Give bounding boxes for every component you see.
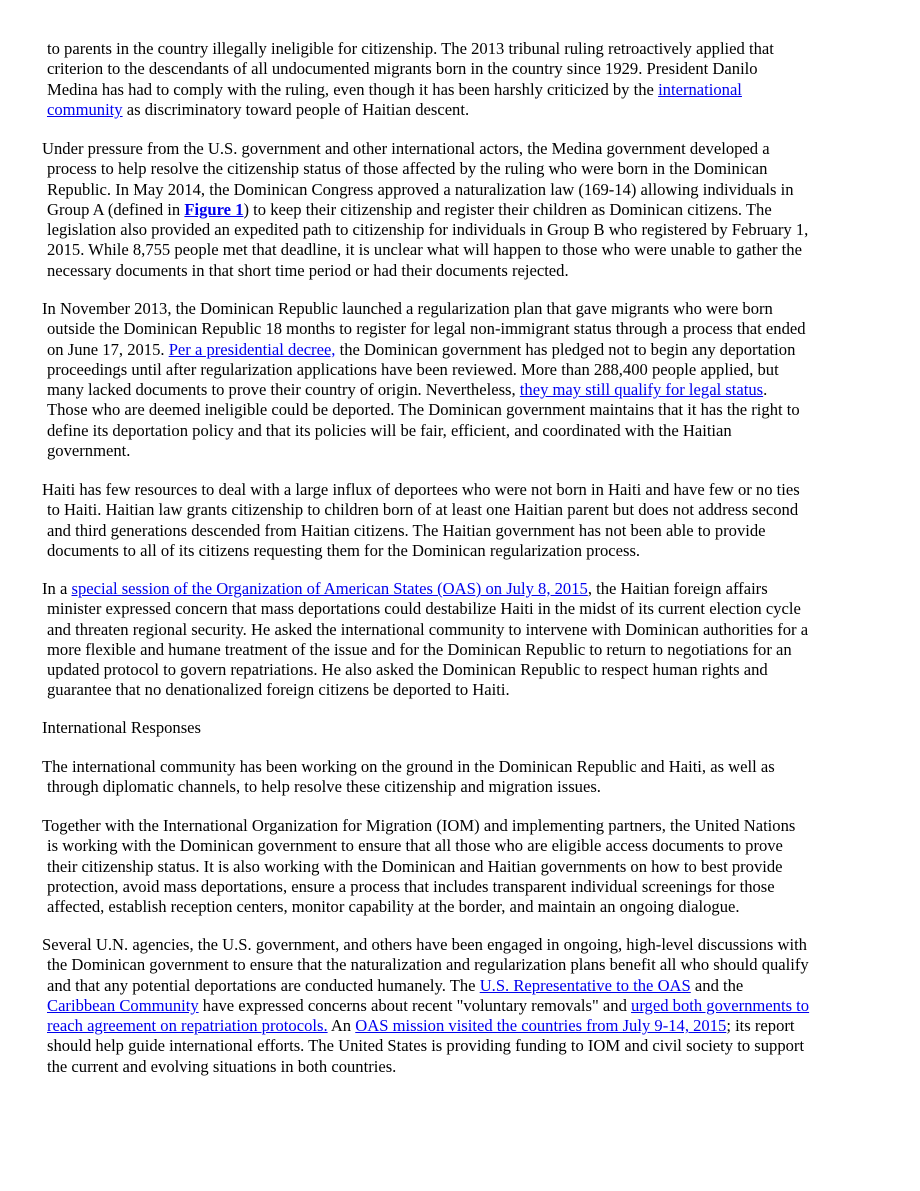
text-line xyxy=(42,935,882,955)
text-line xyxy=(42,541,882,561)
text-line xyxy=(42,718,882,738)
text-segment: In a xyxy=(42,579,72,598)
text-segment: An xyxy=(327,1016,356,1036)
text-segment: . xyxy=(763,380,768,400)
text-line xyxy=(42,380,882,400)
text-line xyxy=(42,421,882,441)
text-line xyxy=(42,500,882,520)
text-line xyxy=(42,579,882,599)
text-segment: and that any potential deportations are conducted humanely. The xyxy=(47,975,480,995)
text-line xyxy=(42,757,882,777)
text-line xyxy=(42,299,882,319)
text-segment: , the Haitian foreign affairs xyxy=(587,579,768,598)
text-segment: documents to all of its citizens requesting them for the Dominican regularization process. xyxy=(47,540,641,560)
text-segment: the Dominican government has pledged not to begin any deportation xyxy=(335,339,796,359)
inline-link[interactable]: urged both governments to xyxy=(631,995,810,1015)
paragraph-high-level-discussions xyxy=(42,935,882,1077)
text-line xyxy=(42,200,882,220)
text-segment: through diplomatic channels, to help resolve these citizenship and migration issues. xyxy=(47,777,601,797)
text-segment: have expressed concerns about recent "voluntary removals" and xyxy=(198,995,632,1015)
text-line xyxy=(42,599,882,619)
text-line xyxy=(42,521,882,541)
paragraph-naturalization-law xyxy=(42,139,882,281)
text-line xyxy=(42,100,882,120)
text-segment: criterion to the descendants of all undocumented migrants born in the country since 1929. President Danilo xyxy=(47,59,758,79)
text-line xyxy=(42,139,882,159)
text-segment: government. xyxy=(47,441,131,461)
text-segment: outside the Dominican Republic 18 months to register for legal non-immigrant status through a process that ended xyxy=(47,319,806,339)
text-segment: guarantee that no denationalized foreign citizens be deported to Haiti. xyxy=(47,680,510,700)
text-segment: many lacked documents to prove their country of origin. Nevertheless, xyxy=(47,380,520,400)
text-segment: proceedings until after regularization applications have been reviewed. More than 288,400 people applied, but xyxy=(47,359,779,379)
text-line xyxy=(42,996,882,1016)
text-segment: protection, avoid mass deportations, ensure a process that includes transparent individual screenings for those xyxy=(47,876,775,896)
text-segment: ) to keep their citizenship and register their children as Dominican citizens. The xyxy=(243,199,772,219)
text-line xyxy=(42,400,882,420)
text-segment: Republic. In May 2014, the Dominican Congress approved a naturalization law (169-14) allowing individuals in xyxy=(47,179,794,199)
text-segment: to Haiti. Haitian law grants citizenship to children born of at least one Haitian parent but does not address second xyxy=(47,500,799,520)
text-segment: International Responses xyxy=(42,718,201,737)
text-segment: process to help resolve the citizenship status of those affected by the ruling who were born in the Dominican xyxy=(47,159,768,179)
text-segment: Together with the International Organization for Migration (IOM) and implementing partners, the United Nations xyxy=(42,816,796,835)
inline-link[interactable]: Caribbean Community xyxy=(47,995,199,1015)
text-segment: In November 2013, the Dominican Republic launched a regularization plan that gave migrants who were born xyxy=(42,299,773,318)
text-line xyxy=(42,1036,882,1056)
text-line xyxy=(42,955,882,975)
text-segment: The international community has been working on the ground in the Dominican Republic and Haiti, as well as xyxy=(42,757,775,776)
text-line xyxy=(42,340,882,360)
inline-link[interactable]: Per a presidential decree, xyxy=(168,339,336,359)
text-line xyxy=(42,640,882,660)
text-line xyxy=(42,1057,882,1077)
text-line xyxy=(42,836,882,856)
text-segment: and threaten regional security. He asked the international community to intervene with Dominican authorities for a xyxy=(47,619,809,639)
paragraph-international-community xyxy=(42,757,882,798)
inline-link[interactable]: special session of the Organization of American States (OAS) on July 8, 2015 xyxy=(71,579,588,598)
inline-link[interactable]: community xyxy=(47,99,123,119)
text-segment: on June 17, 2015. xyxy=(47,339,169,359)
text-line xyxy=(42,80,882,100)
inline-link[interactable]: international xyxy=(658,79,742,99)
text-segment: the current and evolving situations in both countries. xyxy=(47,1056,397,1076)
text-line xyxy=(42,180,882,200)
text-line xyxy=(42,441,882,461)
text-segment: Haiti has few resources to deal with a large influx of deportees who were not born in Haiti and have few or no ties xyxy=(42,480,800,499)
inline-link[interactable]: OAS mission visited the countries from July 9-14, 2015 xyxy=(355,1016,727,1036)
text-line xyxy=(42,240,882,260)
text-segment: ; its report xyxy=(726,1016,795,1036)
text-line xyxy=(42,261,882,281)
text-line xyxy=(42,59,882,79)
text-line xyxy=(42,39,882,59)
text-segment: legislation also provided an expedited path to citizenship for individuals in Group B who registered by February 1, xyxy=(47,220,809,240)
text-segment: affected, establish reception centers, monitor capability at the border, and maintain an ongoing dialogue. xyxy=(47,897,740,917)
text-line xyxy=(42,159,882,179)
text-segment: Those who are deemed ineligible could be deported. The Dominican government maintains that it has the right to xyxy=(47,400,800,420)
text-line xyxy=(42,857,882,877)
text-segment: is working with the Dominican government to ensure that all those who are eligible access documents to prove xyxy=(47,836,783,856)
text-segment: more flexible and humane treatment of the issue and for the Dominican Republic to return to negotiations for an xyxy=(47,639,792,659)
text-line xyxy=(42,319,882,339)
paragraph-oas-special-session xyxy=(42,579,882,701)
text-line xyxy=(42,480,882,500)
text-line xyxy=(42,620,882,640)
paragraph-regularization-plan xyxy=(42,299,882,461)
inline-link[interactable] xyxy=(184,200,243,219)
text-segment: and the xyxy=(690,975,744,995)
section-heading-international-responses xyxy=(42,718,882,738)
text-line xyxy=(42,360,882,380)
text-segment: Medina has had to comply with the ruling, even though it has been harshly criticized by the xyxy=(47,79,659,99)
text-segment: Group A (defined in xyxy=(47,199,185,219)
text-segment: Under pressure from the U.S. government and other international actors, the Medina government developed a xyxy=(42,139,770,158)
text-line xyxy=(42,777,882,797)
text-segment: Several U.N. agencies, the U.S. government, and others have been engaged in ongoing, high-level discussions with xyxy=(42,935,807,954)
text-segment: as discriminatory toward people of Haitian descent. xyxy=(122,99,470,119)
text-segment: should help guide international efforts. The United States is providing funding to IOM and civil society to support xyxy=(47,1036,805,1056)
paragraph-united-nations-iom xyxy=(42,816,882,917)
text-line xyxy=(42,1016,882,1036)
text-line xyxy=(42,816,882,836)
text-segment: to parents in the country illegally ineligible for citizenship. The 2013 tribunal ruling retroactively applied that xyxy=(47,39,774,58)
paragraph-haiti-resources xyxy=(42,480,882,561)
text-line xyxy=(42,976,882,996)
text-line xyxy=(42,897,882,917)
text-line xyxy=(42,877,882,897)
text-segment: their citizenship status. It is also working with the Dominican and Haitian governments on how to best provide xyxy=(47,856,783,876)
paragraph-citizenship-ruling xyxy=(42,39,882,120)
text-segment: the Dominican government to ensure that the naturalization and regularization plans benefit all who should qualify xyxy=(47,955,809,975)
text-line xyxy=(42,680,882,700)
inline-link[interactable]: reach agreement on repatriation protocols. xyxy=(47,1016,328,1036)
inline-link[interactable]: U.S. Representative to the OAS xyxy=(479,975,691,995)
text-segment: updated protocol to govern repatriations. He also asked the Dominican Republic to respect human rights and xyxy=(47,660,768,680)
figure-reference-label: Figure 1 xyxy=(184,199,244,219)
text-segment: and third generations descended from Haitian citizens. The Haitian government has not been able to provide xyxy=(47,520,766,540)
text-segment: minister expressed concern that mass deportations could destabilize Haiti in the midst of its current election cycle xyxy=(47,599,801,619)
text-line xyxy=(42,660,882,680)
text-segment: define its deportation policy and that its policies will be fair, efficient, and coordinated with the Haitian xyxy=(47,420,732,440)
inline-link[interactable]: they may still qualify for legal status xyxy=(519,380,764,400)
text-line xyxy=(42,220,882,240)
text-segment: necessary documents in that short time period or had their documents rejected. xyxy=(47,260,569,280)
text-segment: 2015. While 8,755 people met that deadline, it is unclear what will happen to those who were unable to gather the xyxy=(47,240,802,260)
